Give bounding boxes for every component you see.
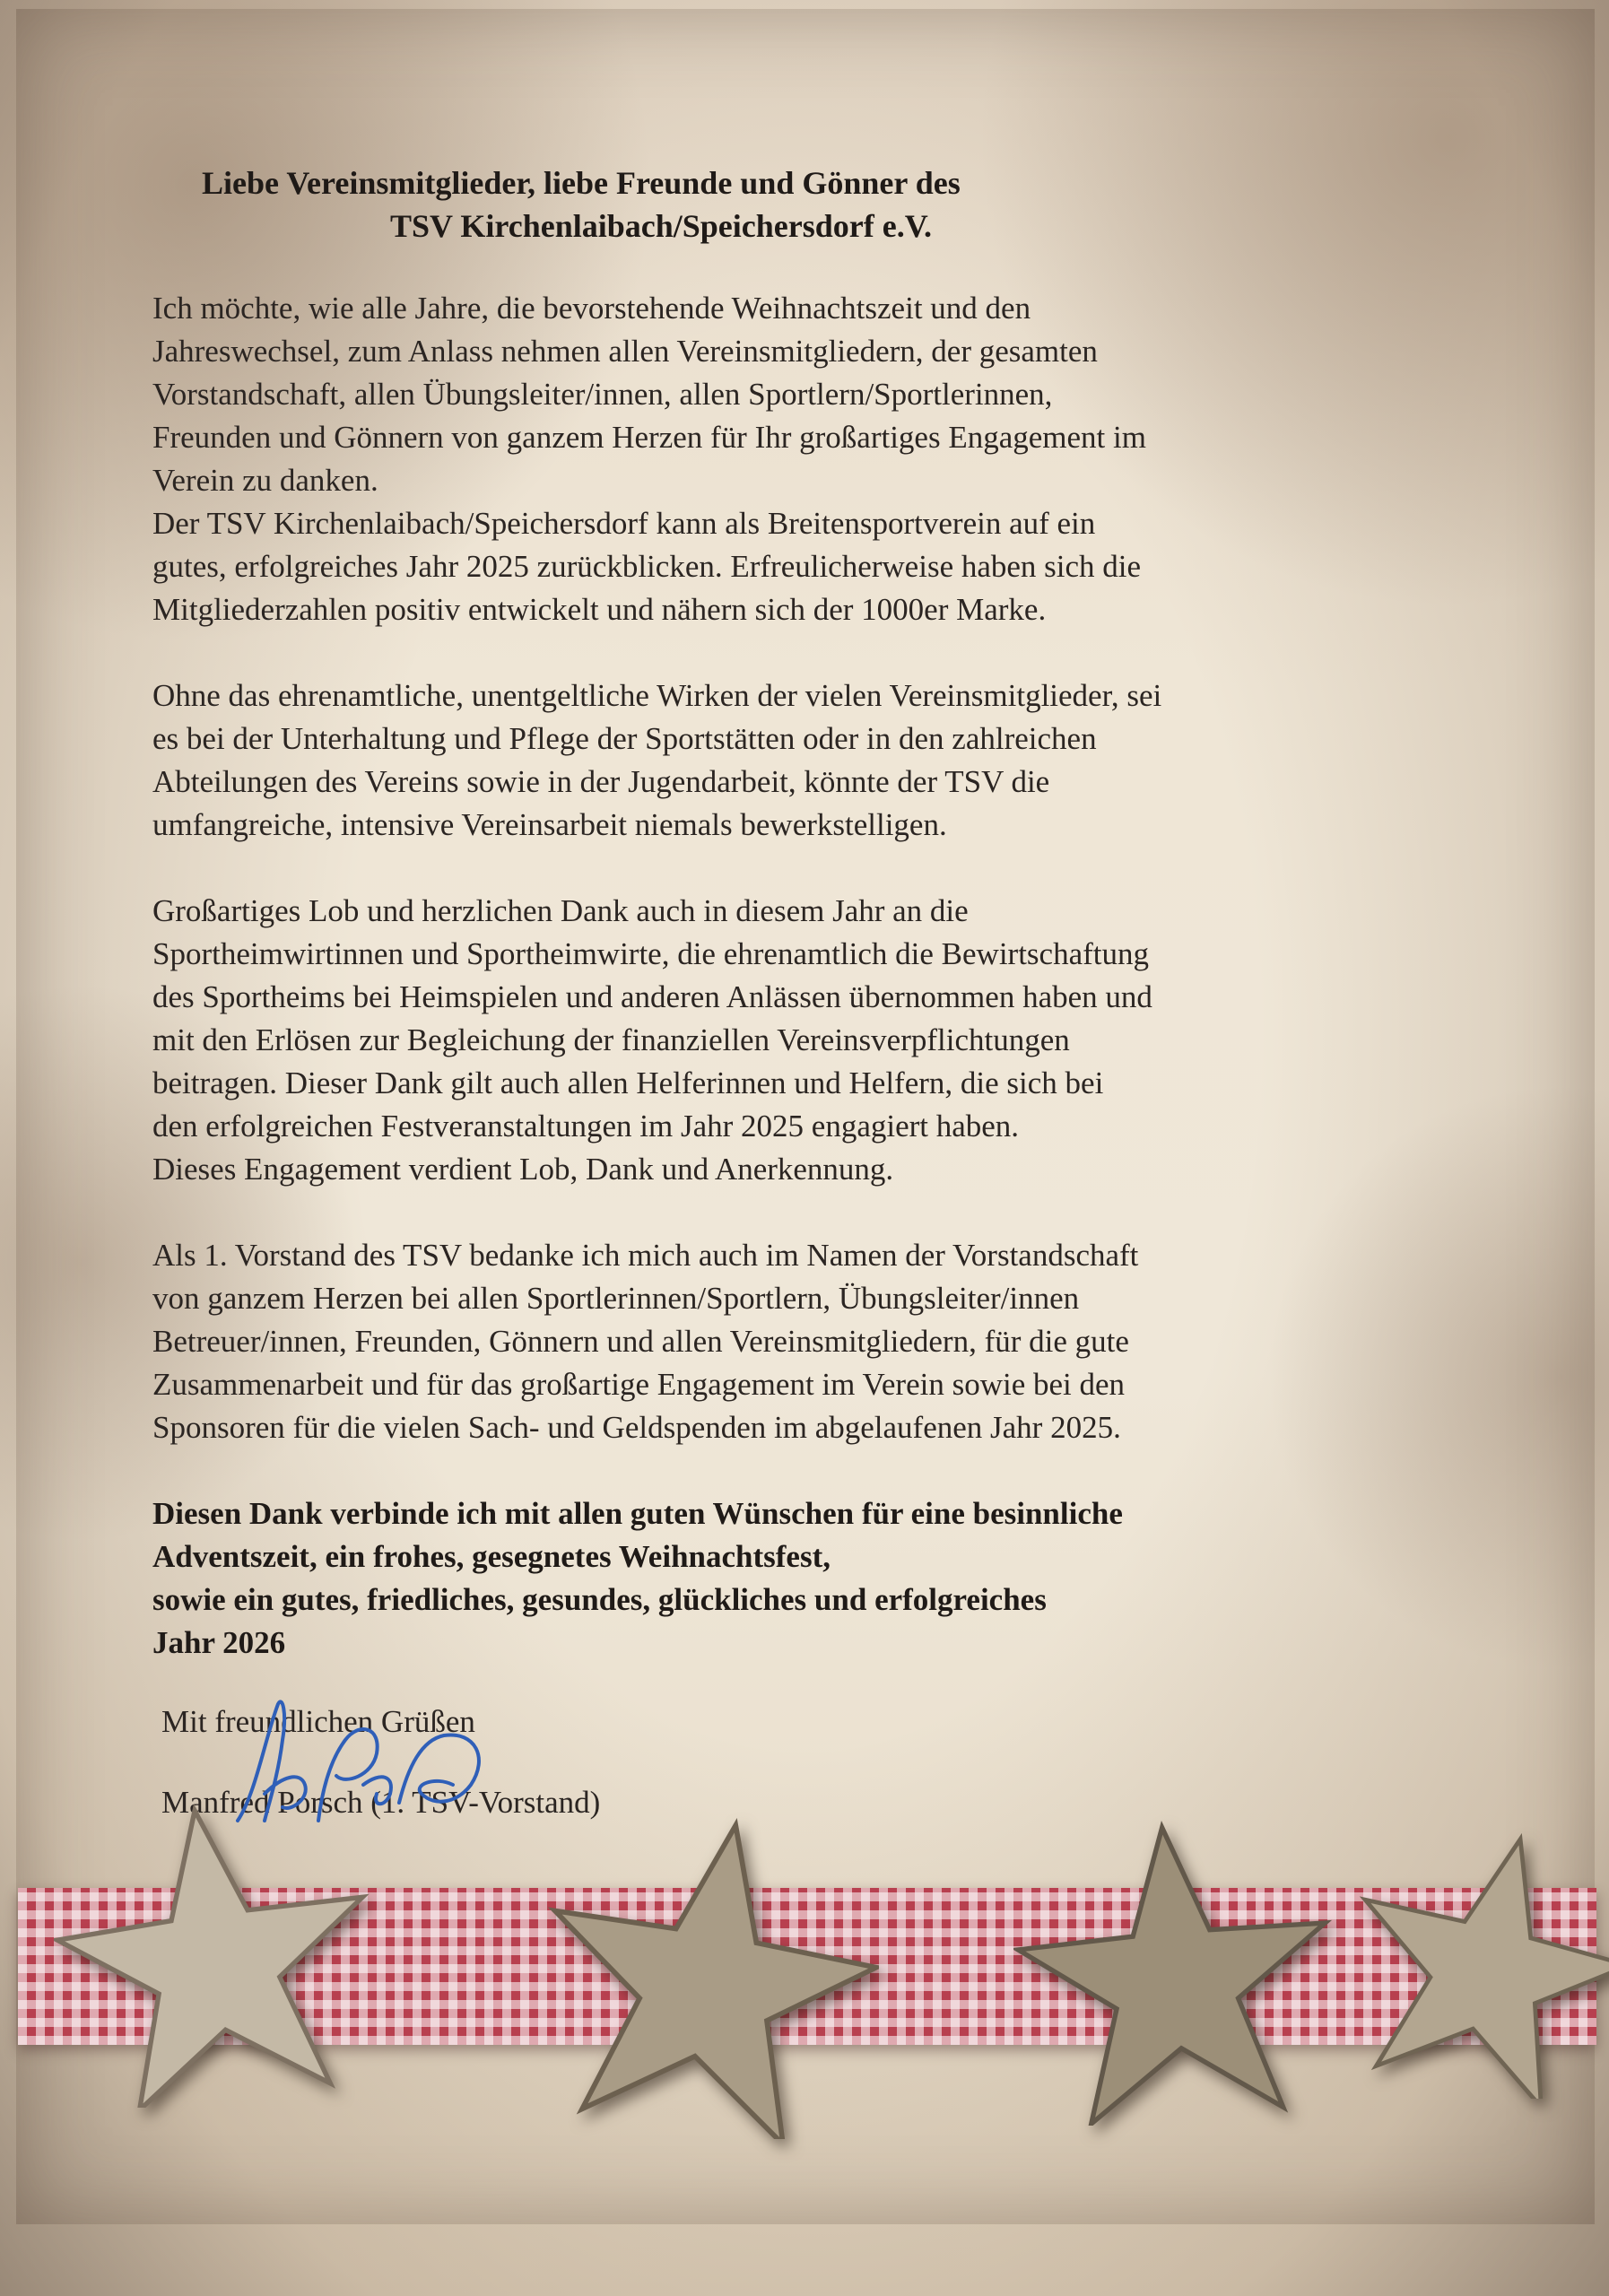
text-line: Freunden und Gönnern von ganzem Herzen für Ihr großartiges Engagement im [152, 420, 1146, 455]
signatory-name: Manfred Porsch (1. TSV-Vorstand) [161, 1785, 601, 1820]
greeting-line-1: Liebe Vereinsmitglieder, liebe Freunde und Gönner des [202, 165, 961, 201]
paragraph-volunteers [152, 674, 1390, 847]
text-line: Ich möchte, wie alle Jahre, die bevorstehende Weihnachtszeit und den [152, 291, 1031, 326]
text-line: Adventszeit, ein frohes, gesegnetes Weihnachtsfest, [152, 1539, 831, 1574]
greeting [202, 161, 1390, 248]
paragraph-thanks [152, 287, 1390, 502]
text-line: gutes, erfolgreiches Jahr 2025 zurückblicken. Erfreulicherweise haben sich die [152, 549, 1142, 584]
text-line: umfangreiche, intensive Vereinsarbeit niemals bewerkstelligen. [152, 807, 947, 842]
text-line: Diesen Dank verbinde ich mit allen guten Wünschen für eine besinnliche [152, 1496, 1123, 1531]
text-line: Der TSV Kirchenlaibach/Speichersdorf kann als Breitensportverein auf ein [152, 506, 1096, 541]
letter-body [152, 161, 1390, 1824]
text-line: Mitgliederzahlen positiv entwickelt und nähern sich der 1000er Marke. [152, 592, 1047, 627]
text-line: Jahr 2026 [152, 1625, 286, 1660]
paragraph-sportheim [152, 890, 1390, 1191]
birch-star-icon [1013, 1821, 1336, 2126]
paragraph-review [152, 502, 1390, 631]
birch-star-icon [54, 1803, 377, 2108]
text-line: Abteilungen des Vereins sowie in der Jugendarbeit, könnte der TSV die [152, 764, 1050, 799]
text-line: Sportheimwirtinnen und Sportheimwirte, die ehrenamtlich die Bewirtschaftung [152, 936, 1149, 971]
text-line: Verein zu danken. [152, 463, 378, 498]
text-line: von ganzem Herzen bei allen Sportlerinnen/Sportlern, Übungsleiter/innen [152, 1281, 1080, 1316]
text-line: Sponsoren für die vielen Sach- und Geldspenden im abgelaufenen Jahr 2025. [152, 1410, 1121, 1445]
text-line: Zusammenarbeit und für das großartige Engagement im Verein sowie bei den [152, 1367, 1126, 1402]
text-line: Dieses Engagement verdient Lob, Dank und Anerkennung. [152, 1152, 894, 1187]
birch-star-icon [538, 1816, 879, 2139]
text-line: Großartiges Lob und herzlichen Dank auch in diesem Jahr an die [152, 893, 969, 928]
text-line: Als 1. Vorstand des TSV bedanke ich mich auch im Namen der Vorstandschaft [152, 1238, 1139, 1273]
text-line: Ohne das ehrenamtliche, unentgeltliche Wirken der vielen Vereinsmitglieder, sei [152, 678, 1162, 713]
text-line: mit den Erlösen zur Begleichung der finanziellen Vereinsverpflichtungen [152, 1022, 1070, 1057]
text-line: Vorstandschaft, allen Übungsleiter/innen, allen Sportlern/Sportlerinnen, [152, 377, 1053, 412]
regards: Mit freundlichen Grüßen [161, 1704, 475, 1739]
birch-star-icon [1345, 1830, 1609, 2099]
text-line: den erfolgreichen Festveranstaltungen im Jahr 2025 engagiert haben. [152, 1109, 1020, 1144]
text-line: es bei der Unterhaltung und Pflege der Sportstätten oder in den zahlreichen [152, 721, 1097, 756]
closing-wishes [152, 1492, 1390, 1665]
greeting-line-2: TSV Kirchenlaibach/Speichersdorf e.V. [390, 208, 933, 244]
text-line: Jahreswechsel, zum Anlass nehmen allen Vereinsmitgliedern, der gesamten [152, 334, 1098, 369]
text-line: des Sportheims bei Heimspielen und anderen Anlässen übernommen haben und [152, 979, 1152, 1014]
text-line: Betreuer/innen, Freunden, Gönnern und allen Vereinsmitgliedern, für die gute [152, 1324, 1129, 1359]
paragraph-board-thanks [152, 1234, 1390, 1449]
text-line: sowie ein gutes, friedliches, gesundes, glückliches und erfolgreiches [152, 1582, 1047, 1617]
text-line: beitragen. Dieser Dank gilt auch allen Helferinnen und Helfern, die sich bei [152, 1065, 1104, 1100]
